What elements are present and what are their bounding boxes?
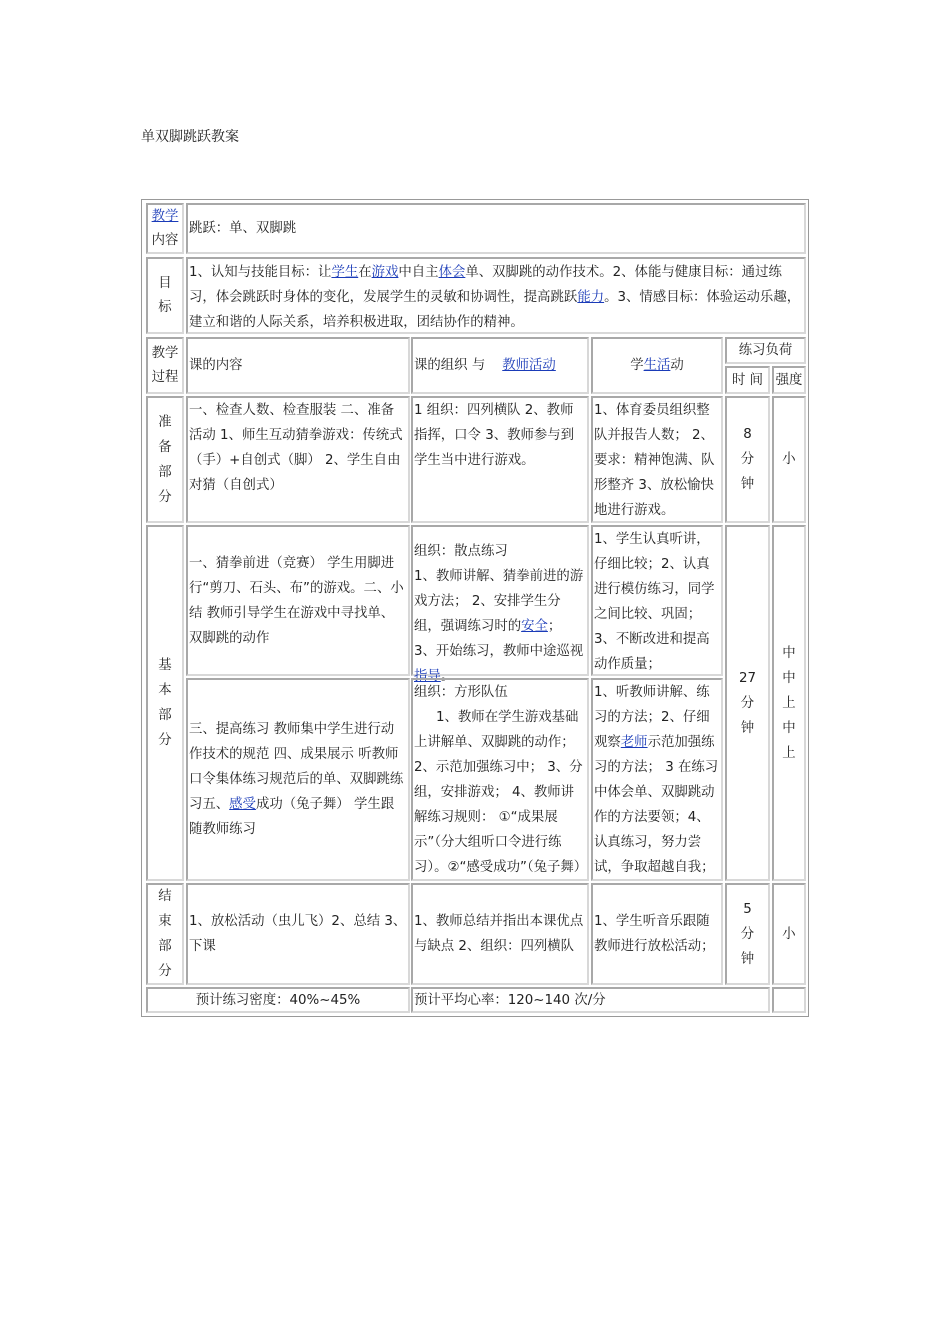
goal-text-1: 1、认知与技能目标：让 — [189, 265, 332, 280]
link-guidance[interactable]: 指导 — [414, 669, 441, 684]
end-intensity-cell — [772, 883, 806, 985]
link-teacher[interactable]: 老师 — [620, 735, 648, 750]
prep-label-2: 备 — [158, 439, 172, 455]
link-teacher-activity[interactable]: 教师活动 — [502, 358, 556, 373]
basic-row2-student-text-1: 1、听教师讲解、练习的方法；2、仔细观察 — [594, 685, 710, 750]
end-intensity: 小 — [782, 926, 796, 942]
end-org: 1、教师总结并指出本课优点与缺点 2、组织：四列横队 — [414, 914, 584, 954]
basic-label-3: 部 — [158, 708, 172, 723]
basic-time-value: 27 — [738, 670, 757, 686]
time-header: 时 间 — [731, 372, 764, 388]
student-header-post: 动 — [670, 358, 684, 373]
document-title: 单双脚跳跃教案 — [141, 129, 239, 145]
prep-content: 一、检查人数、检查服装 二、准备活动 1、师生互动猜拳游戏：传统式（手）+自创式（脚） 2、学生自由对猜（自创式） — [189, 403, 403, 493]
heartrate-cell — [411, 987, 770, 1013]
prep-time-value: 8 — [743, 427, 752, 442]
content-header: 课的内容 — [189, 358, 243, 373]
basic-row1-org-text-3: 。 — [440, 669, 455, 684]
prep-time-unit-2: 钟 — [740, 477, 755, 492]
content-value: 跳跃：单、双脚跳 — [189, 221, 297, 236]
intensity-header-cell — [772, 366, 806, 394]
prep-time-cell — [725, 396, 770, 523]
prep-intensity: 小 — [782, 452, 796, 467]
basic-intensity-1: 中 — [782, 645, 796, 661]
end-content-cell — [186, 883, 410, 985]
link-ability[interactable]: 能力 — [577, 290, 605, 305]
basic-intensity-3: 上 — [782, 695, 796, 711]
content-header-cell — [186, 337, 410, 394]
teaching-link[interactable]: 教学 — [151, 209, 179, 224]
basic-row1-student-cell — [591, 525, 723, 676]
content-value-cell — [186, 203, 806, 254]
load-header: 练习负荷 — [738, 343, 793, 358]
link-safety[interactable]: 安全 — [521, 619, 548, 634]
end-label-cell — [146, 883, 184, 985]
average-heartrate: 预计平均心率：120~140 次/分 — [414, 992, 606, 1008]
basic-label-1: 基 — [158, 658, 172, 673]
basic-time-unit-1: 分 — [740, 695, 755, 711]
link-student-life[interactable]: 生活 — [643, 358, 671, 373]
end-org-cell — [411, 883, 589, 985]
goal-label-cell — [146, 257, 184, 334]
prep-intensity-cell — [772, 396, 806, 523]
basic-row1-org-cell — [411, 525, 589, 684]
process-header-2: 过程 — [151, 369, 179, 385]
basic-label-4: 分 — [158, 733, 172, 748]
basic-intensity-2: 中 — [782, 670, 796, 686]
prep-label-3: 部 — [158, 464, 172, 480]
basic-row2-org-cell — [411, 678, 589, 881]
prep-time-unit-1: 分 — [740, 452, 755, 467]
basic-row1-content-cell — [186, 525, 410, 676]
link-experience[interactable]: 体会 — [438, 265, 466, 280]
basic-row1-student: 1、学生认真听讲，仔细比较；2、认真进行模仿练习，同学之间比较、巩固； 3、不断改进和提高动作质量； — [594, 532, 715, 672]
end-student: 1、学生听音乐跟随教师进行放松活动； — [594, 914, 715, 954]
goal-value-cell — [186, 257, 806, 334]
content-label-text: 内容 — [151, 233, 179, 248]
process-header-1: 教学 — [151, 345, 179, 361]
density-cell — [146, 987, 410, 1013]
end-time-unit-2: 钟 — [740, 951, 755, 967]
basic-row2-org-body: 1、教师在学生游戏基础上讲解单、双脚跳的动作；2、示范加强练习中； 3、分组，安排游戏； 4、教师讲解练习规则： ①“成果展示”（分大组听口令进行练习）。②“感受成功”（兔子舞） — [414, 710, 588, 875]
org-header-text: 课的组织 与 — [414, 358, 486, 373]
student-header-cell — [591, 337, 723, 394]
basic-row2-content-cell — [186, 678, 410, 881]
prep-student: 1、体育委员组织整队并报告人数； 2、要求：精神饱满、队形整齐 3、放松愉快地进行游戏。 — [594, 403, 715, 518]
basic-row1-org-text-2: ； 3、开始练习，教师中途巡视 — [414, 619, 584, 659]
basic-row1-org-text-1: 1、教师讲解、猜拳前进的游戏方法； 2、安排学生分组，强调练习时的 — [414, 569, 584, 634]
footer-empty-cell — [772, 987, 806, 1013]
end-label-2: 束 — [158, 914, 172, 929]
basic-intensity-5: 上 — [782, 745, 796, 761]
org-header-cell — [411, 337, 589, 394]
basic-row2-student-text-2: 示范加强练习的方法； 3 在练习中体会单、双脚跳动作的方法要领；4、认真练习，努力尝试，争取超越自我； — [594, 735, 719, 875]
goal-text-4: 单、双脚跳的动作技术。2、体能与健康目标：通过练习，体会跳跃时身体的变化，发展学生的灵敏和协调性，提高跳跃 — [189, 265, 782, 305]
basic-intensity-4: 中 — [782, 720, 796, 736]
link-games[interactable]: 游戏 — [371, 265, 399, 280]
time-header-cell — [725, 366, 770, 394]
basic-row2-org-title: 组织：方形队伍 — [414, 685, 508, 700]
goal-label-top: 目 — [158, 275, 172, 291]
student-header-pre: 学 — [630, 358, 644, 373]
end-label-3: 部 — [158, 939, 172, 954]
basic-row2-content-text-1: 三、提高练习 教师集中学生进行动作技术的规范 四、成果展示 听教师口令集体练习规范后的单、双脚跳练习五、 — [189, 722, 404, 812]
process-header-cell — [146, 337, 184, 394]
end-time-value: 5 — [743, 901, 752, 917]
prep-student-cell — [591, 396, 723, 523]
link-students[interactable]: 学生 — [331, 265, 359, 280]
goal-text-3: 中自主 — [398, 265, 439, 280]
goal-text-2: 在 — [358, 265, 372, 280]
goal-label-bottom: 标 — [158, 299, 172, 315]
end-time-cell — [725, 883, 770, 985]
intensity-header: 强度 — [775, 372, 803, 388]
basic-intensity-cell — [772, 525, 806, 881]
goal-text-5: 。3、情感目标：体验运动乐趣，建立和谐的人际关系，培养积极进取，团结协作的精神。 — [189, 290, 801, 330]
content-label-cell — [146, 203, 184, 254]
end-student-cell — [591, 883, 723, 985]
end-content: 1、放松活动（虫儿飞）2、总结 3、下课 — [189, 914, 407, 954]
basic-row1-content: 一、猜拳前进（竞赛） 学生用脚进行“剪刀、石头、布”的游戏。二、小结 教师引导学生在游戏中寻找单、双脚跳的动作 — [189, 555, 404, 646]
end-time-unit-1: 分 — [740, 926, 755, 942]
basic-row2-student-cell — [591, 678, 723, 881]
end-label-1: 结 — [158, 889, 172, 904]
prep-content-cell — [186, 396, 410, 523]
end-label-4: 分 — [158, 964, 172, 979]
prep-label-4: 分 — [158, 489, 172, 505]
load-header-cell — [725, 337, 806, 364]
basic-time-unit-2: 钟 — [740, 720, 755, 736]
basic-time-cell — [725, 525, 770, 881]
prep-label-1: 准 — [158, 414, 172, 430]
basic-row1-org-title: 组织：散点练习 — [414, 544, 508, 559]
prep-label-cell — [146, 396, 184, 523]
basic-label-2: 本 — [158, 683, 172, 698]
practice-density: 预计练习密度：40%~45% — [195, 992, 361, 1008]
basic-label-cell — [146, 525, 184, 881]
link-feel[interactable]: 感受 — [229, 797, 256, 812]
basic-row2-content-text-2: 成功（兔子舞） 学生跟随教师练习 — [189, 797, 395, 837]
prep-org: 1 组织：四列横队 2、教师指挥，口令 3、教师参与到学生当中进行游戏。 — [414, 403, 575, 468]
prep-org-cell — [411, 396, 589, 523]
